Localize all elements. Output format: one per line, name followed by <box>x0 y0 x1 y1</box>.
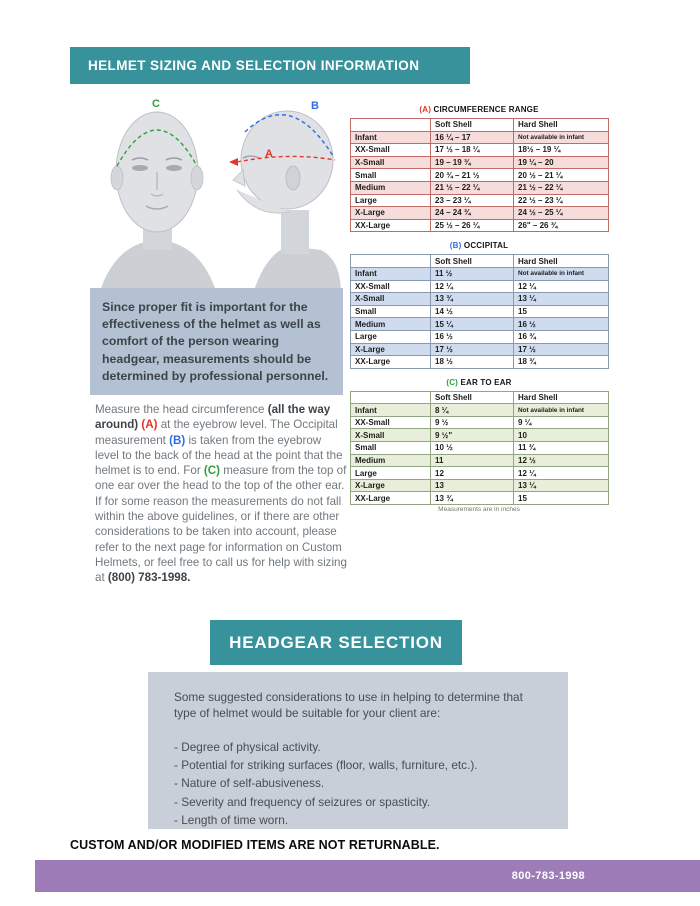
size-value: Not available in infant <box>514 131 609 144</box>
size-label: Small <box>351 169 431 182</box>
size-value: 13 ¾ <box>431 293 514 306</box>
size-value: 10 ½ <box>431 442 514 455</box>
size-value: 16 ¾ <box>514 330 609 343</box>
size-value: 23 – 23 ¼ <box>431 194 514 207</box>
column-header: Hard Shell <box>514 391 609 404</box>
size-value: 9 ½" <box>431 429 514 442</box>
table-row <box>351 131 609 144</box>
table-row <box>351 343 609 356</box>
paragraph-segment: (B) <box>169 433 186 447</box>
table-row <box>351 219 609 232</box>
size-value: 13 ¾ <box>431 492 514 505</box>
occipital-table-group <box>350 241 608 368</box>
size-label: XX-Small <box>351 280 431 293</box>
table-row <box>351 467 609 480</box>
table-row <box>351 280 609 293</box>
size-value: 24 – 24 ¾ <box>431 207 514 220</box>
size-label: XX-Large <box>351 356 431 369</box>
size-value: 11 ½ <box>431 267 514 280</box>
consideration-item: - Degree of physical activity. <box>174 739 321 754</box>
sizing-tables <box>350 105 608 522</box>
ear-to-ear-table-group <box>350 378 608 513</box>
table-title-text: EAR TO EAR <box>460 377 512 387</box>
size-value: 18 ¾ <box>514 356 609 369</box>
paragraph-segment: (800) 783-1998. <box>107 571 191 585</box>
size-value: 9 ½ <box>431 416 514 429</box>
front-head-illustration <box>99 112 217 294</box>
table-title <box>350 241 608 250</box>
size-value: 22 ½ – 23 ¼ <box>514 194 609 207</box>
size-label: XX-Small <box>351 416 431 429</box>
size-label: Medium <box>351 318 431 331</box>
size-value: 19 – 19 ¾ <box>431 156 514 169</box>
consideration-item: - Potential for striking surfaces (floor, walls, furniture, etc.). <box>174 758 478 773</box>
headgear-selection-title: HEADGEAR SELECTION <box>210 620 462 665</box>
size-value: 24 ½ – 25 ¼ <box>514 207 609 220</box>
size-value: 10 <box>514 429 609 442</box>
size-label: Medium <box>351 181 431 194</box>
size-value: 13 <box>431 479 514 492</box>
column-header: Soft Shell <box>431 255 514 268</box>
footer-bar <box>35 860 700 892</box>
column-header <box>351 255 431 268</box>
size-value: 13 ¼ <box>514 479 609 492</box>
size-label: Large <box>351 330 431 343</box>
circumference-table-group <box>350 105 608 232</box>
paragraph-segment: Measure the head circumference <box>95 403 268 416</box>
size-label: X-Small <box>351 429 431 442</box>
size-value: 15 ¼ <box>431 318 514 331</box>
table-row <box>351 305 609 318</box>
paragraph-segment: (A) <box>141 418 158 432</box>
considerations-box <box>148 672 568 829</box>
column-header: Soft Shell <box>431 119 514 132</box>
table-row <box>351 318 609 331</box>
footer-phone: 800-783-1998 <box>511 870 585 882</box>
size-value: 15 <box>514 305 609 318</box>
size-value: 17 ½ – 18 ¼ <box>431 144 514 157</box>
paragraph-segment: measure from the top of one ear over the head to the top of the other ear. If for some reason the measurements do not fall within the above guidelines, or if there are other considerations to be taken into account, please refer to the next page for information on Custom Helmets, or feel free to call us for help with sizing at <box>95 464 347 585</box>
size-value: 12 ¼ <box>514 467 609 480</box>
table-row <box>351 442 609 455</box>
size-label: Medium <box>351 454 431 467</box>
side-head-illustration <box>233 111 341 294</box>
table-row <box>351 492 609 505</box>
size-value: 16 ½ <box>514 318 609 331</box>
not-returnable-notice: CUSTOM AND/OR MODIFIED ITEMS ARE NOT RETURNABLE. <box>70 838 440 852</box>
size-value: Not available in infant <box>514 404 609 417</box>
size-value: 16 ¼ – 17 <box>431 131 514 144</box>
table-row <box>351 429 609 442</box>
size-value: 20 ½ – 21 ¼ <box>514 169 609 182</box>
size-value: 19 ¼ – 20 <box>514 156 609 169</box>
sizing-table <box>350 118 609 232</box>
size-value: 15 <box>514 492 609 505</box>
considerations-intro: Some suggested considerations to use in helping to determine that type of helmet would be suitable for your client are: <box>174 690 523 720</box>
size-value: Not available in infant <box>514 267 609 280</box>
size-value: 20 ¾ – 21 ½ <box>431 169 514 182</box>
size-label: Infant <box>351 404 431 417</box>
size-label: X-Small <box>351 293 431 306</box>
size-label: Large <box>351 194 431 207</box>
paragraph-segment: at the eyebrow level. The Occipital measurement <box>95 418 338 447</box>
size-value: 12 ¼ <box>431 280 514 293</box>
table-row <box>351 267 609 280</box>
size-value: 17 ½ <box>514 343 609 356</box>
table-row <box>351 144 609 157</box>
table-title-prefix: (A) <box>419 105 434 114</box>
table-row <box>351 356 609 369</box>
table-row <box>351 194 609 207</box>
label-b: B <box>311 100 319 112</box>
table-title-text: CIRCUMFERENCE RANGE <box>433 105 539 114</box>
table-title-text: OCCIPITAL <box>463 241 509 251</box>
label-c: C <box>152 98 160 110</box>
table-row <box>351 293 609 306</box>
paragraph-segment: is taken from the eyebrow level to the back of the head at the point that the helmet is to end. For <box>95 433 343 478</box>
size-value: 11 <box>431 454 514 467</box>
size-value: 13 ¼ <box>514 293 609 306</box>
size-label: XX-Small <box>351 144 431 157</box>
size-label: X-Small <box>351 156 431 169</box>
size-value: 26" – 26 ¾ <box>514 219 609 232</box>
table-row <box>351 330 609 343</box>
size-value: 25 ½ – 26 ¼ <box>431 219 514 232</box>
table-title <box>350 105 608 114</box>
column-header <box>351 119 431 132</box>
table-row <box>351 479 609 492</box>
size-value: 9 ¼ <box>514 416 609 429</box>
column-header: Hard Shell <box>514 119 609 132</box>
consideration-item: - Length of time worn. <box>174 812 289 827</box>
size-label: XX-Large <box>351 492 431 505</box>
size-value: 12 ½ <box>514 454 609 467</box>
column-header <box>351 391 431 404</box>
size-value: 17 ½ <box>431 343 514 356</box>
size-label: XX-Large <box>351 219 431 232</box>
size-value: 16 ½ <box>431 330 514 343</box>
sizing-table <box>350 254 609 368</box>
label-a: A <box>265 148 273 160</box>
table-row <box>351 416 609 429</box>
table-caption: Measurements are in inches <box>438 506 520 514</box>
size-label: X-Large <box>351 479 431 492</box>
size-label: X-Large <box>351 343 431 356</box>
measurement-instructions <box>95 402 348 586</box>
size-value: 21 ½ – 22 ¼ <box>514 181 609 194</box>
size-value: 12 <box>431 467 514 480</box>
table-row <box>351 169 609 182</box>
table-title-prefix: (C) <box>446 377 461 387</box>
size-value: 8 ¼ <box>431 404 514 417</box>
table-row <box>351 454 609 467</box>
table-row <box>351 404 609 417</box>
table-title-prefix: (B) <box>449 241 464 251</box>
table-row <box>351 207 609 220</box>
size-label: Small <box>351 305 431 318</box>
size-label: Small <box>351 442 431 455</box>
size-label: Infant <box>351 267 431 280</box>
size-value: 12 ¼ <box>514 280 609 293</box>
table-row <box>351 181 609 194</box>
column-header: Hard Shell <box>514 255 609 268</box>
page-title: HELMET SIZING AND SELECTION INFORMATION <box>70 47 470 84</box>
size-value: 11 ¾ <box>514 442 609 455</box>
size-label: Large <box>351 467 431 480</box>
considerations-list <box>174 738 548 829</box>
paragraph-segment: (all the way around) <box>95 403 331 432</box>
sizing-table <box>350 391 609 505</box>
size-label: Infant <box>351 131 431 144</box>
paragraph-segment: (C) <box>203 464 221 478</box>
head-measurement-diagram <box>85 98 341 294</box>
column-header: Soft Shell <box>431 391 514 404</box>
table-row <box>351 156 609 169</box>
consideration-item: - Severity and frequency of seizures or spasticity. <box>174 794 431 809</box>
size-value: 18 ½ <box>431 356 514 369</box>
fit-importance-note: Since proper fit is important for the effectiveness of the helmet as well as comfort of the person wearing headgear, measurements should be determined by professional personnel. <box>90 288 343 395</box>
table-title <box>350 378 608 387</box>
size-value: 14 ½ <box>431 305 514 318</box>
size-value: 18½ – 19 ¼ <box>514 144 609 157</box>
consideration-item: - Nature of self-abusiveness. <box>174 776 325 791</box>
size-label: X-Large <box>351 207 431 220</box>
size-value: 21 ½ – 22 ¼ <box>431 181 514 194</box>
